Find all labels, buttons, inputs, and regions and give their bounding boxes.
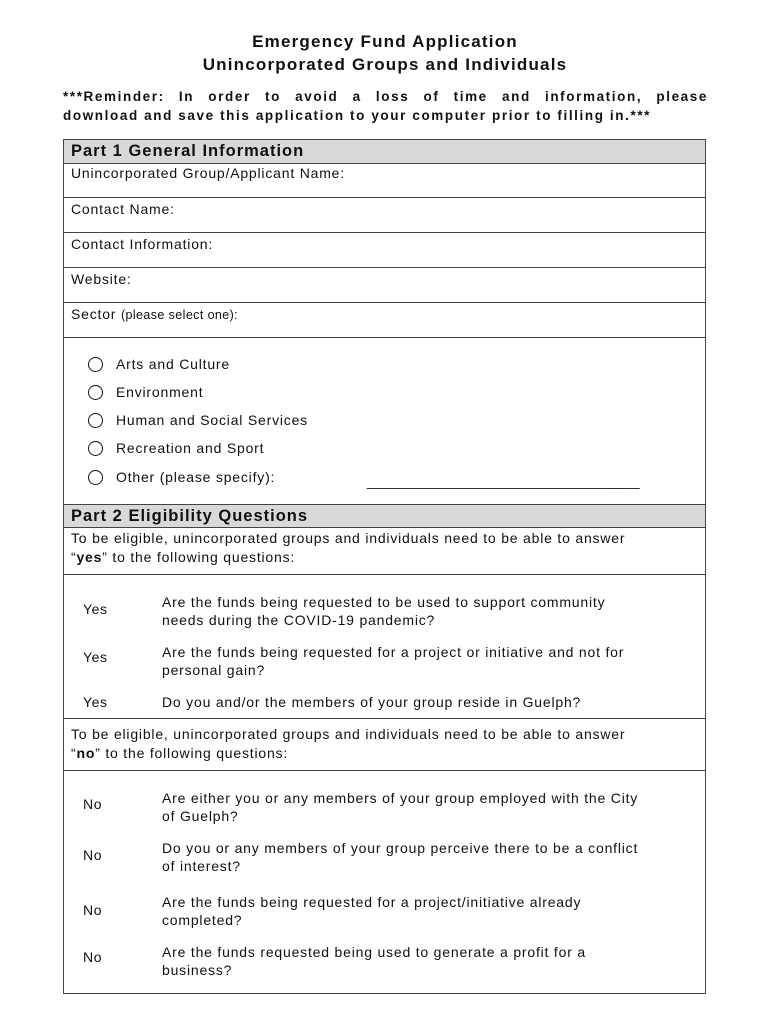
divider bbox=[64, 232, 705, 233]
answer-no: No bbox=[83, 902, 103, 918]
divider bbox=[64, 267, 705, 268]
no-intro-line-2 bbox=[71, 744, 685, 763]
no-intro-text bbox=[71, 725, 685, 763]
divider bbox=[64, 770, 705, 771]
yes-intro-line-2 bbox=[71, 548, 685, 567]
reminder-line-1: ***Reminder: In order to avoid a loss of time and information, please bbox=[63, 89, 708, 104]
answer-no: No bbox=[83, 949, 103, 965]
reminder-notice bbox=[63, 87, 708, 125]
contact-name-field[interactable]: Contact Name: bbox=[71, 201, 175, 217]
quote-open: “ bbox=[71, 549, 77, 565]
yes-keyword: yes bbox=[76, 549, 103, 565]
part2-header: Part 2 Eligibility Questions bbox=[64, 504, 705, 528]
part1-header: Part 1 General Information bbox=[64, 140, 705, 164]
question-line: needs during the COVID-19 pandemic? bbox=[162, 612, 436, 628]
radio-circle-icon[interactable] bbox=[88, 413, 103, 428]
website-field[interactable]: Website: bbox=[71, 271, 132, 287]
answer-yes: Yes bbox=[83, 694, 108, 710]
question-line: Are the funds being requested to be used to support community bbox=[162, 594, 606, 610]
question-line: Do you or any members of your group perceive there to be a conflict bbox=[162, 840, 639, 856]
question-line: Are the funds requested being used to generate a profit for a bbox=[162, 944, 586, 960]
radio-label: Recreation and Sport bbox=[116, 440, 265, 456]
question-line: Are either you or any members of your group employed with the City bbox=[162, 790, 639, 806]
sector-label-text: Sector bbox=[71, 306, 117, 322]
question-line: of interest? bbox=[162, 858, 241, 874]
divider bbox=[64, 574, 705, 575]
answer-no: No bbox=[83, 847, 103, 863]
yes-question bbox=[162, 593, 692, 629]
divider bbox=[64, 302, 705, 303]
quote-rest: ” to the following questions: bbox=[102, 549, 296, 565]
radio-circle-icon[interactable] bbox=[88, 441, 103, 456]
yes-intro-text bbox=[71, 529, 685, 567]
answer-yes: Yes bbox=[83, 649, 108, 665]
radio-circle-icon[interactable] bbox=[88, 357, 103, 372]
document-title: Emergency Fund Application bbox=[252, 32, 518, 51]
radio-label: Other (please specify): bbox=[116, 469, 276, 485]
quote-rest: ” to the following questions: bbox=[95, 745, 289, 761]
no-question bbox=[162, 943, 692, 979]
divider bbox=[64, 337, 705, 338]
no-question bbox=[162, 789, 692, 825]
divider bbox=[64, 718, 705, 719]
reminder-line-2: download and save this application to your computer prior to filling in.*** bbox=[63, 108, 652, 123]
other-specify-field[interactable]: ___________________________________ bbox=[367, 473, 640, 489]
yes-question bbox=[162, 693, 692, 711]
question-line: Are the funds being requested for a project or initiative and not for bbox=[162, 644, 625, 660]
answer-no: No bbox=[83, 796, 103, 812]
sector-label bbox=[64, 306, 705, 322]
question-line: of Guelph? bbox=[162, 808, 239, 824]
radio-label: Arts and Culture bbox=[116, 356, 230, 372]
contact-information-field[interactable]: Contact Information: bbox=[71, 236, 214, 252]
application-form bbox=[63, 139, 706, 994]
question-line: Are the funds being requested for a project/initiative already bbox=[162, 894, 582, 910]
question-line: completed? bbox=[162, 912, 243, 928]
question-line: personal gain? bbox=[162, 662, 266, 678]
no-intro-line: To be eligible, unincorporated groups and individuals need to be able to answer bbox=[71, 726, 626, 742]
radio-label: Environment bbox=[116, 384, 204, 400]
no-question bbox=[162, 839, 692, 875]
divider bbox=[64, 197, 705, 198]
sector-hint: (please select one): bbox=[120, 308, 239, 322]
yes-question bbox=[162, 643, 692, 679]
radio-circle-icon[interactable] bbox=[88, 385, 103, 400]
document-subtitle: Unincorporated Groups and Individuals bbox=[202, 55, 568, 74]
question-line: Do you and/or the members of your group reside in Guelph? bbox=[162, 694, 582, 710]
radio-label: Human and Social Services bbox=[116, 412, 308, 428]
no-question bbox=[162, 893, 692, 929]
no-keyword: no bbox=[76, 745, 96, 761]
applicant-name-field[interactable]: Unincorporated Group/Applicant Name: bbox=[71, 165, 345, 181]
answer-yes: Yes bbox=[83, 601, 108, 617]
radio-circle-icon[interactable] bbox=[88, 470, 103, 485]
yes-intro-line: To be eligible, unincorporated groups and individuals need to be able to answer bbox=[71, 530, 626, 546]
question-line: business? bbox=[162, 962, 233, 978]
quote-open: “ bbox=[71, 745, 77, 761]
